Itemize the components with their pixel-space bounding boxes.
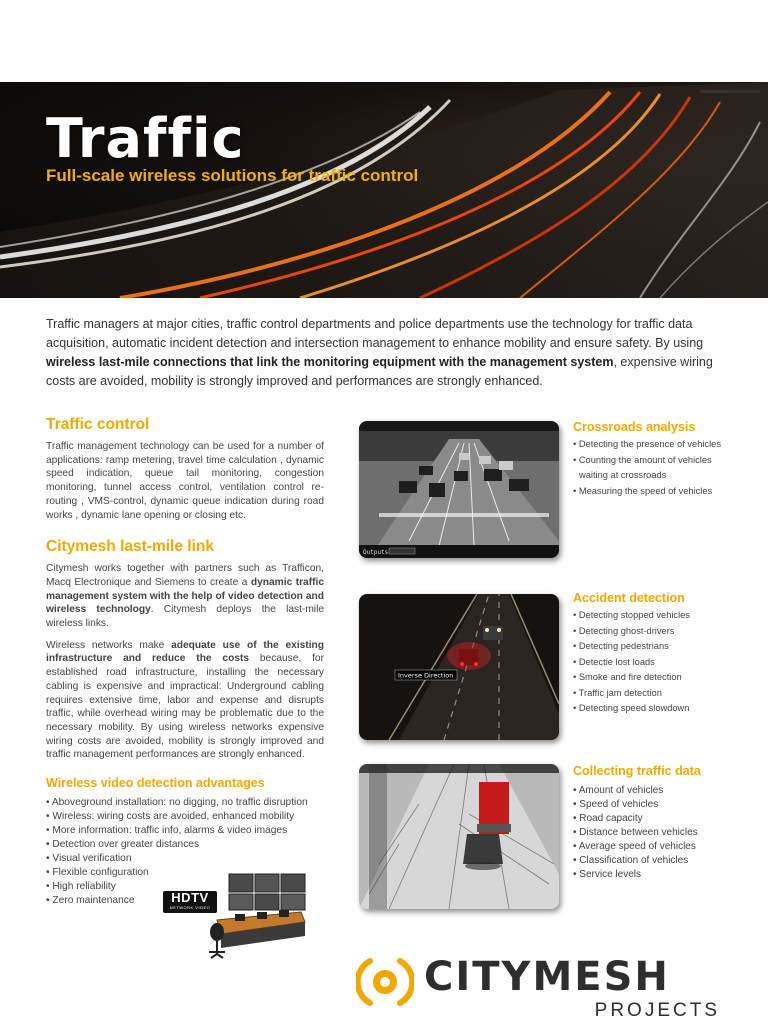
citymesh-logo [356, 955, 726, 1023]
accident-camera-image [359, 594, 559, 740]
control-console-image [205, 870, 309, 962]
citymesh-link-heading: Citymesh last-mile link [46, 538, 214, 556]
wireless-video-heading: Wireless video detection advantages [46, 776, 265, 791]
citymesh-p2-text-a: Wireless networks make [46, 639, 172, 651]
logo-sub: PROJECTS [594, 1000, 720, 1021]
citymesh-logo-icon [356, 955, 414, 1009]
citymesh-p1-text-b: . Citymesh deploys the last-mile wireless links. [46, 604, 324, 630]
list-item: • Detecting speed slowdown [573, 701, 753, 717]
crossroads-list [573, 437, 753, 499]
list-item: • More information: traffic info, alarms & video images [46, 824, 324, 838]
left-column [46, 416, 324, 908]
page-title: Traffic [46, 107, 245, 170]
intro-bold: wireless last-mile connections that link the monitoring equipment with the management system [46, 355, 614, 369]
crossroads-camera-image [359, 421, 559, 558]
list-item: waiting at crossroads [579, 470, 667, 480]
crossroads-column [573, 420, 753, 499]
list-item: • Classification of vehicles [573, 854, 753, 868]
list-item: • Average speed of vehicles [573, 840, 753, 854]
list-item: • High reliability [46, 880, 324, 894]
collecting-heading: Collecting traffic data [573, 764, 701, 778]
list-item: • Service levels [573, 868, 753, 882]
list-item: • Detecting stopped vehicles [573, 608, 753, 624]
list-item: • Traffic jam detection [573, 686, 753, 702]
list-item: • Detecting ghost-drivers [573, 624, 753, 640]
citymesh-link-p1 [46, 562, 324, 631]
collecting-list [573, 784, 753, 882]
list-item: • Wireless: wiring costs are avoided, enhanced mobility [46, 810, 324, 824]
list-item: • Road capacity [573, 812, 753, 826]
crossroads-heading: Crossroads analysis [573, 420, 696, 434]
list-item: • Detection over greater distances [46, 838, 324, 852]
traffic-control-heading: Traffic control [46, 416, 150, 433]
accident-cam-label: Inverse Direction [398, 671, 454, 680]
accident-heading: Accident detection [573, 591, 685, 605]
intro-text-2: , expensive wiring costs are avoided, mobility is strongly improved and performances are strongly enhanced. [46, 355, 713, 388]
list-item: • Smoke and fire detection [573, 670, 753, 686]
list-item: • Measuring the speed of vehicles [573, 484, 753, 500]
accident-list [573, 608, 753, 717]
traffic-data-camera-image [359, 764, 559, 909]
list-item: • Counting the amount of vehicles [573, 453, 753, 469]
hdtv-sub-label: NETWORK VIDEO [169, 905, 211, 910]
logo-name: CITYMESH [424, 954, 670, 1000]
hero-banner [0, 82, 768, 298]
hdtv-label: HDTV [171, 890, 209, 905]
intro-text-1: Traffic managers at major cities, traffic control departments and police departments use the technology for traffic data acquisition, automatic incident detection and intersection management to enhance mobility and ensure safety. By using [46, 317, 704, 350]
list-item: • Amount of vehicles [573, 784, 753, 798]
citymesh-p1-text-a: Citymesh works together with partners such as Trafficon, Macq Electronique and Siemens to create a [46, 563, 324, 588]
citymesh-link-p2 [46, 639, 324, 762]
accident-column [573, 591, 753, 717]
list-item: • Zero maintenance [46, 894, 324, 908]
citymesh-p2-bold: adequate use of the existing infrastructure and reduce the costs [46, 639, 324, 665]
list-item: • Detectie lost loads [573, 655, 753, 671]
list-item: • Detecting pedestrians [573, 639, 753, 655]
citymesh-p1-bold: dynamic traffic management system with the help of video detection and wireless technology [46, 576, 325, 616]
list-item: • Detecting the presence of vehicles [573, 437, 753, 453]
list-item: • Speed of vehicles [573, 798, 753, 812]
citymesh-p2-text-b: because, for established road infrastructure, installing the necessary cabling is expensive and impractical: Underground cabling requires extensive time, labor and expense and disrupts traffic, while overhead wiring may be problematic due to the necessary mobility. By using wireless networks expensive wiring costs are avoided, mobility is strongly improved and traffic management performances are strongly enhanced. [46, 653, 324, 761]
collecting-column [573, 764, 753, 882]
traffic-control-body: Traffic management technology can be used for a number of applications: ramp metering, travel time calculation , dynamic speed indication, queue tail monitoring, congestion monitoring, tunnel access control, ventilation control re-routing , VMS-control, dynamic queue indication during road works , dynamic lane opening or closing etc. [46, 441, 324, 521]
list-item: • Aboveground installation: no digging, no traffic disruption [46, 796, 324, 810]
page-subtitle: Full-scale wireless solutions for traffic control [46, 166, 419, 185]
list-item: • Flexible configuration [46, 866, 324, 880]
list-item: • Distance between vehicles [573, 826, 753, 840]
list-item: • Visual verification [46, 852, 324, 866]
crossroads-cam-label: Outputs [363, 549, 389, 556]
intro-paragraph [46, 315, 722, 391]
